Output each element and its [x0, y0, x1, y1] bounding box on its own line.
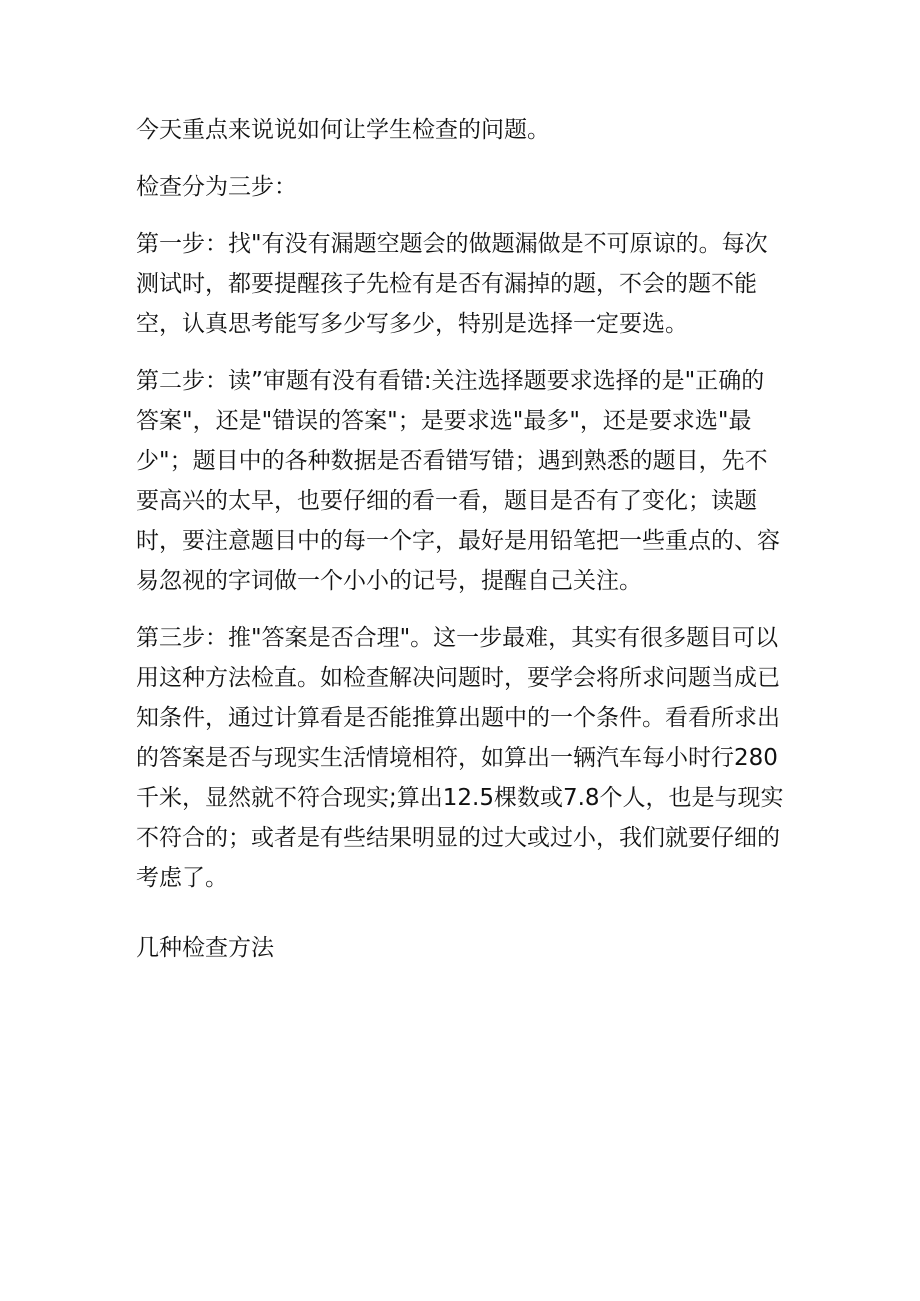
paragraph-step-one: 第一步：找"有没有漏题空题会的做题漏做是不可原谅的。每次测试时，都要提醒孩子先检有是否有漏掉的题，不会的题不能空，认真思考能写多少写多少，特别是选择一定要选。	[136, 231, 768, 337]
paragraph-step-three: 第三步：推"答案是否合理"。这一步最难，其实有很多题目可以用这种方法检直。如检查解决问题时，要学会将所求问题当成已知条件，通过计算看是否能推算出题中的一个条件。看看所求出的答案是否与现实生活情境相符，如算出一辆汽车每小时行280千米，显然就不符合现实;算出12.5棵数或7.8个人，也是与现实不符合的；或者是有些结果明显的过大或过小，我们就要仔细的考虑了。	[136, 625, 784, 891]
document-body	[136, 110, 786, 985]
paragraph-three-steps: 检查分为三步：	[136, 174, 297, 200]
section-heading: 几种检查方法	[136, 935, 274, 961]
paragraph-step-two: 第二步：读”审题有没有看错:关注选择题要求选择的是"正确的答案"，还是"错误的答案"；是要求选"最多"，还是要求选"最少"；题目中的各种数据是否看错写错；遇到熟悉的题目，先不要高兴的太早，也要仔细的看一看，题目是否有了变化；读题时，要注意题目中的每一个字，最好是用铅笔把一些重点的、容易忽视的字词做一个小小的记号，提醒自己关注。	[136, 368, 780, 594]
paragraph-intro: 今天重点来说说如何让学生检查的问题。	[136, 117, 550, 143]
